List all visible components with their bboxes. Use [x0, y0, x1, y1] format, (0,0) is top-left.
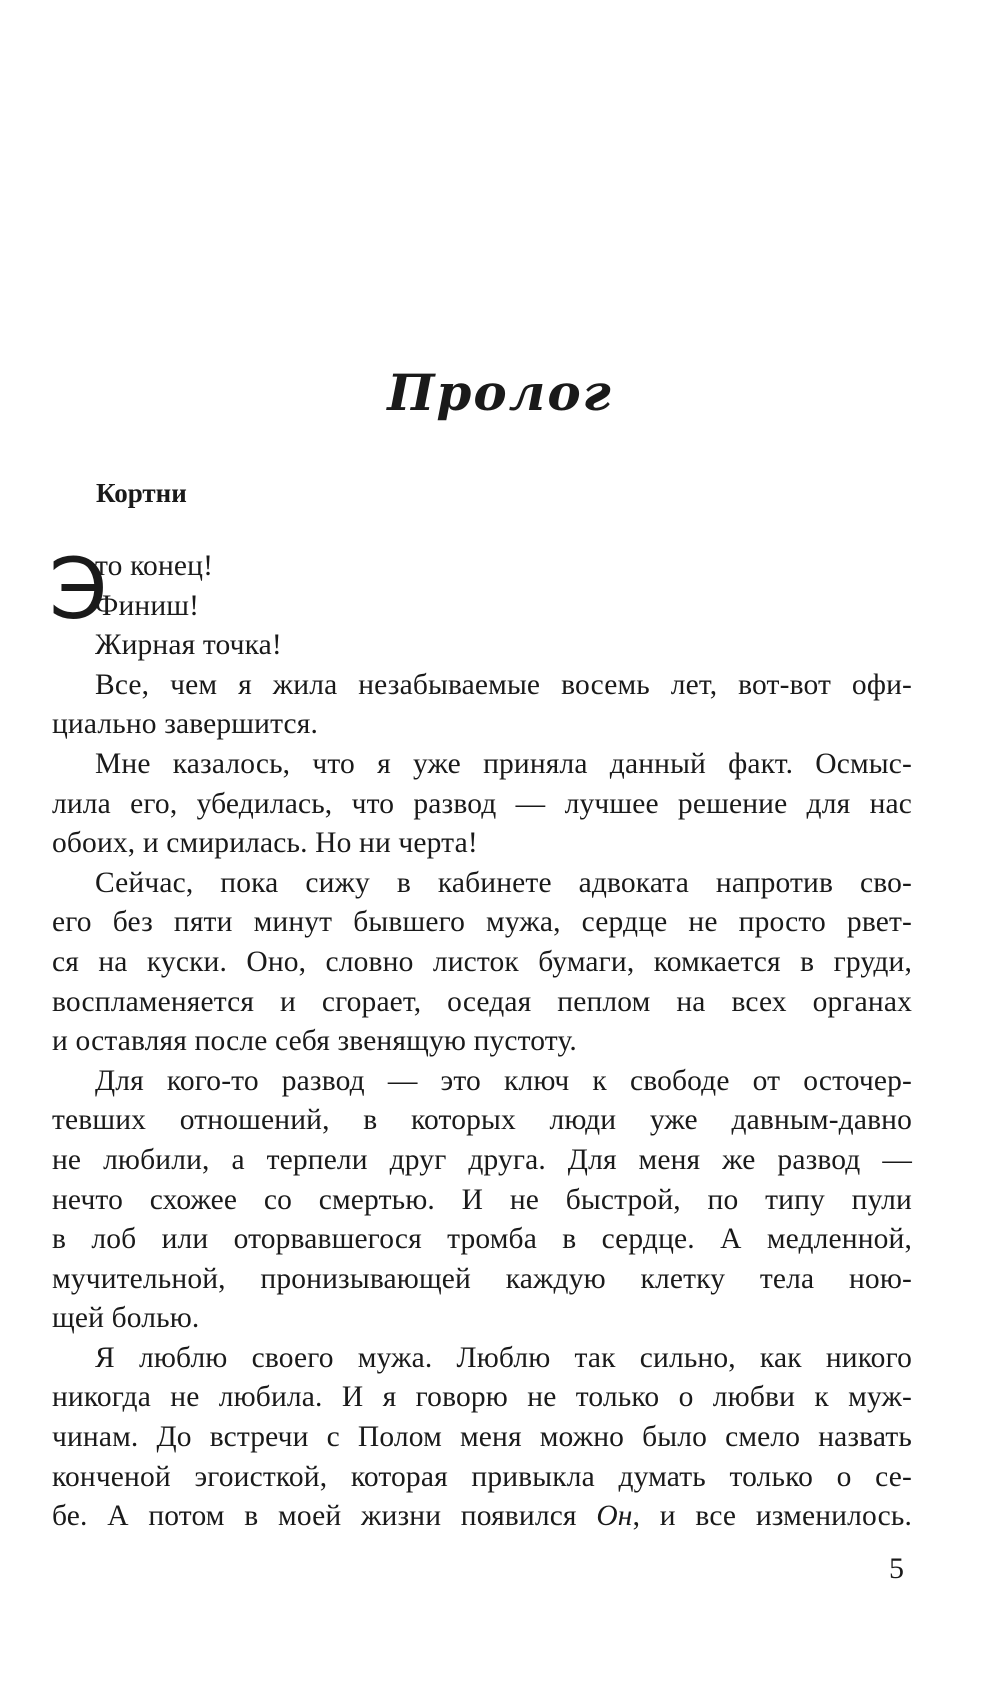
text-line: Жирная точка!	[95, 629, 282, 662]
text-line: лила его, убедилась, что развод — лучшее решение для нас	[52, 787, 912, 820]
text-line: чинам. До встречи с Полом меня можно было смело назвать	[52, 1421, 912, 1454]
line-text: то конец!	[95, 550, 214, 582]
text-line: мучительной, пронизывающей каждую клетку тела ною-	[52, 1262, 912, 1295]
text-line: в лоб или оторвавшегося тромба в сердце. А медленной,	[52, 1223, 912, 1256]
text-line: Я люблю своего мужа. Люблю так сильно, как никого	[95, 1341, 912, 1374]
page-number: 5	[889, 1552, 904, 1585]
text-line: Для кого-то развод — это ключ к свободе от осточер-	[95, 1064, 912, 1097]
italic-word: Он	[596, 1500, 633, 1533]
text-line: щей болью.	[52, 1302, 200, 1335]
text-line: обоих, и смирилась. Но ни черта!	[52, 827, 478, 860]
text-line: тевших отношений, в которых люди уже давным-давно	[52, 1104, 912, 1137]
text-line: воспламеняется и сгорает, оседая пеплом на всех органах	[52, 985, 912, 1018]
text-line	[52, 1497, 912, 1537]
text-line: и оставляя после себя звенящую пустоту.	[52, 1025, 577, 1058]
text-line: Все, чем я жила незабываемые восемь лет, вот-вот офи-	[95, 668, 912, 701]
drop-cap: Э	[49, 540, 108, 638]
text-line: нечто схожее со смертью. И не быстрой, по типу пули	[52, 1183, 912, 1216]
text-line: конченой эгоисткой, которая привыкла думать только о се-	[52, 1460, 912, 1493]
text-line: Сейчас, пока сижу в кабинете адвоката напротив сво-	[95, 866, 912, 899]
body-text	[49, 540, 912, 1537]
text-line: Финиш!	[95, 589, 200, 622]
text-line: Мне казалось, что я уже приняла данный факт. Осмыс-	[95, 747, 912, 780]
text-line: никогда не любила. И я говорю не только о любви к муж-	[52, 1381, 912, 1414]
speaker-heading: Кортни	[96, 478, 187, 508]
line-text: , и все изменилось.	[632, 1500, 912, 1533]
text-line: циально завершится.	[52, 708, 319, 741]
line-text: бе. А потом в моей жизни появился	[52, 1500, 597, 1533]
chapter-title: Пролог	[387, 363, 613, 422]
text-line: его без пяти минут бывшего мужа, сердце не просто рвет-	[52, 906, 912, 939]
text-line: не любили, а терпели друг друга. Для меня же развод —	[52, 1143, 912, 1176]
text-line: ся на куски. Оно, словно листок бумаги, комкается в груди,	[52, 945, 912, 978]
